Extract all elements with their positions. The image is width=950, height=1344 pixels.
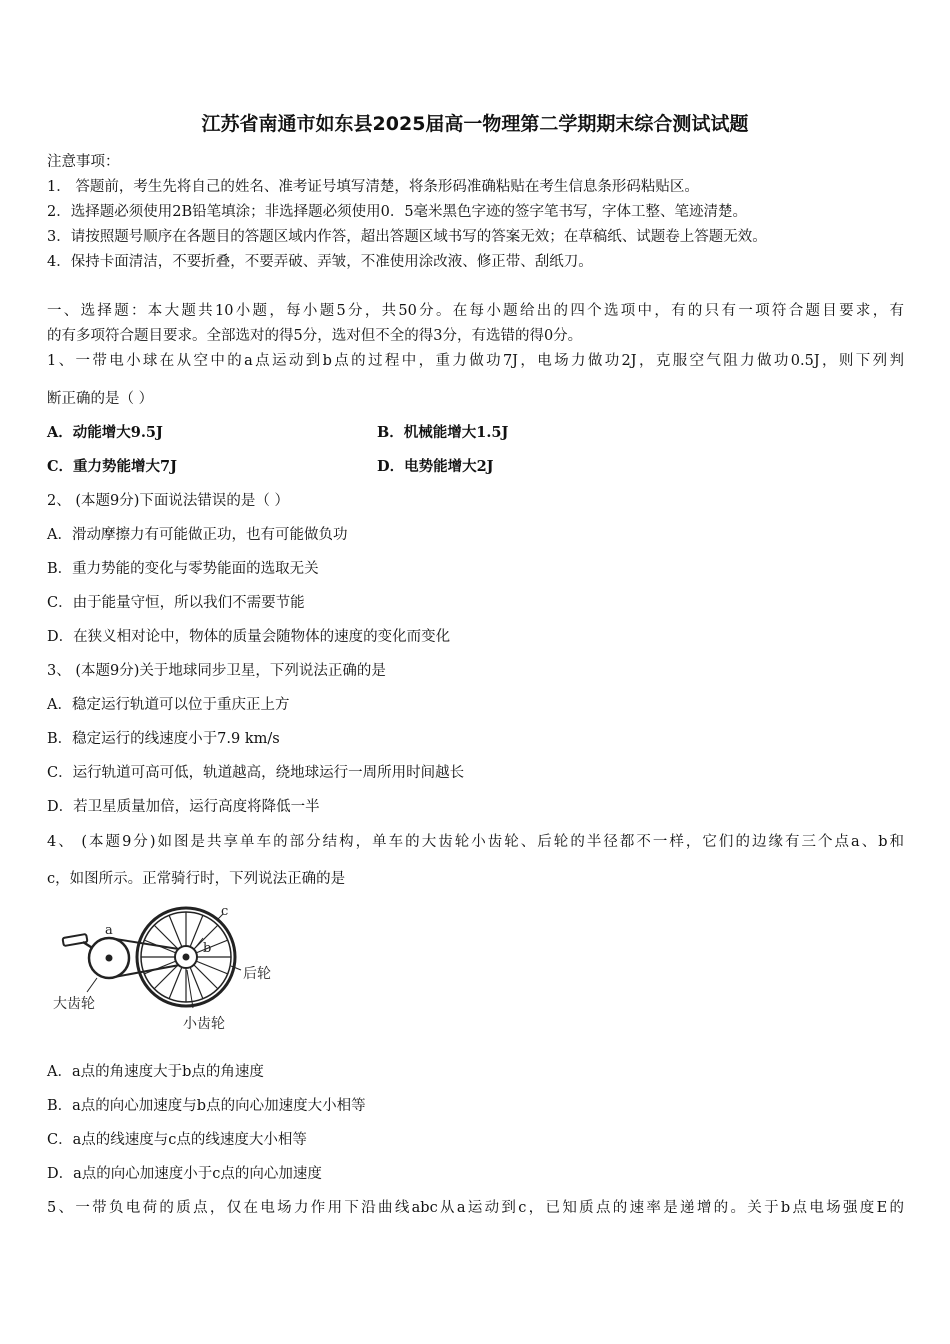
q3-option-b: B．稳定运行的线速度小于7.9 km/s [47,731,280,747]
q4-stem-line-2: c，如图所示。正常骑行时，下列说法正确的是 [47,871,346,887]
q2-stem: 2、 (本题9分)下面说法错误的是（ ） [47,493,289,509]
q2-option-b: B．重力势能的变化与零势能面的选取无关 [47,561,319,577]
figure-label-b: b [203,941,212,956]
q3-option-a: A．稳定运行轨道可以位于重庆正上方 [47,697,290,713]
q4-option-a: A．a点的角速度大于b点的角速度 [47,1064,264,1080]
q4-option-c: C．a点的线速度与c点的线速度大小相等 [47,1132,307,1148]
q3-stem: 3、 (本题9分)关于地球同步卫星，下列说法正确的是 [47,663,386,679]
figure-label-rear-wheel: 后轮 [243,966,271,982]
q2-option-d: D．在狭义相对论中，物体的质量会随物体的速度的变化而变化 [47,629,451,645]
q5-stem-line-1: 5、一带负电荷的质点，仅在电场力作用下沿曲线abc从a运动到c，已知质点的速率是递增的。关于b点电场强度E的 [47,1200,904,1216]
notice-item-4: 4．保持卡面清洁，不要折叠，不要弄破、弄皱，不准使用涂改液、修正带、刮纸刀。 [47,254,593,270]
q4-option-d: D．a点的向心加速度小于c点的向心加速度 [47,1166,322,1182]
q1-option-b: B．机械能增大1.5J [377,424,509,441]
figure-label-c: c [221,904,229,919]
q4-stem-line-1: 4、 (本题9分)如图是共享单车的部分结构，单车的大齿轮小齿轮、后轮的半径都不一样，它们的边缘有三个点a、b和 [47,834,904,850]
q1-option-a: A．动能增大9.5J [47,424,163,441]
figure-label-a: a [105,923,113,938]
figure-label-small-gear: 小齿轮 [183,1016,225,1032]
figure-label-big-gear: 大齿轮 [53,996,95,1012]
q3-option-d: D．若卫星质量加倍，运行高度将降低一半 [47,799,320,815]
page-title: 江苏省南通市如东县2025届高一物理第二学期期末综合测试试题 [201,113,749,135]
q1-option-d: D．电势能增大2J [377,458,494,475]
q3-option-c: C．运行轨道可高可低，轨道越高，绕地球运行一周所用时间越长 [47,765,465,781]
q1-option-c: C．重力势能增大7J [47,458,177,475]
notice-item-2: 2．选择题必须使用2B铅笔填涂；非选择题必须使用0．5毫米黑色字迹的签字笔书写，字体工整、笔迹清楚。 [47,204,748,220]
q4-option-b: B．a点的向心加速度与b点的向心加速度大小相等 [47,1098,366,1114]
q1-stem-line-1: 1、一带电小球在从空中的a点运动到b点的过程中，重力做功7J，电场力做功2J，克服空气阻力做功0.5J，则下列判 [47,353,904,369]
q2-option-c: C．由于能量守恒，所以我们不需要节能 [47,595,305,611]
notice-item-1: 1． 答题前，考生先将自己的姓名、准考证号填写清楚，将条形码准确粘贴在考生信息条形码粘贴区。 [47,179,699,195]
bicycle-gear-figure [45,900,285,1040]
notice-heading: 注意事项： [47,154,120,170]
q1-stem-line-2: 断正确的是（ ） [47,391,154,407]
notice-item-3: 3．请按照题号顺序在各题目的答题区域内作答，超出答题区域书写的答案无效；在草稿纸、试题卷上答题无效。 [47,229,767,245]
section-intro-line-2: 的有多项符合题目要求。全部选对的得5分，选对但不全的得3分，有选错的得0分。 [47,328,583,344]
q2-option-a: A．滑动摩擦力有可能做正功，也有可能做负功 [47,527,348,543]
section-intro-line-1: 一、选择题：本大题共10小题，每小题5分，共50分。在每小题给出的四个选项中，有的只有一项符合题目要求，有 [47,303,904,319]
